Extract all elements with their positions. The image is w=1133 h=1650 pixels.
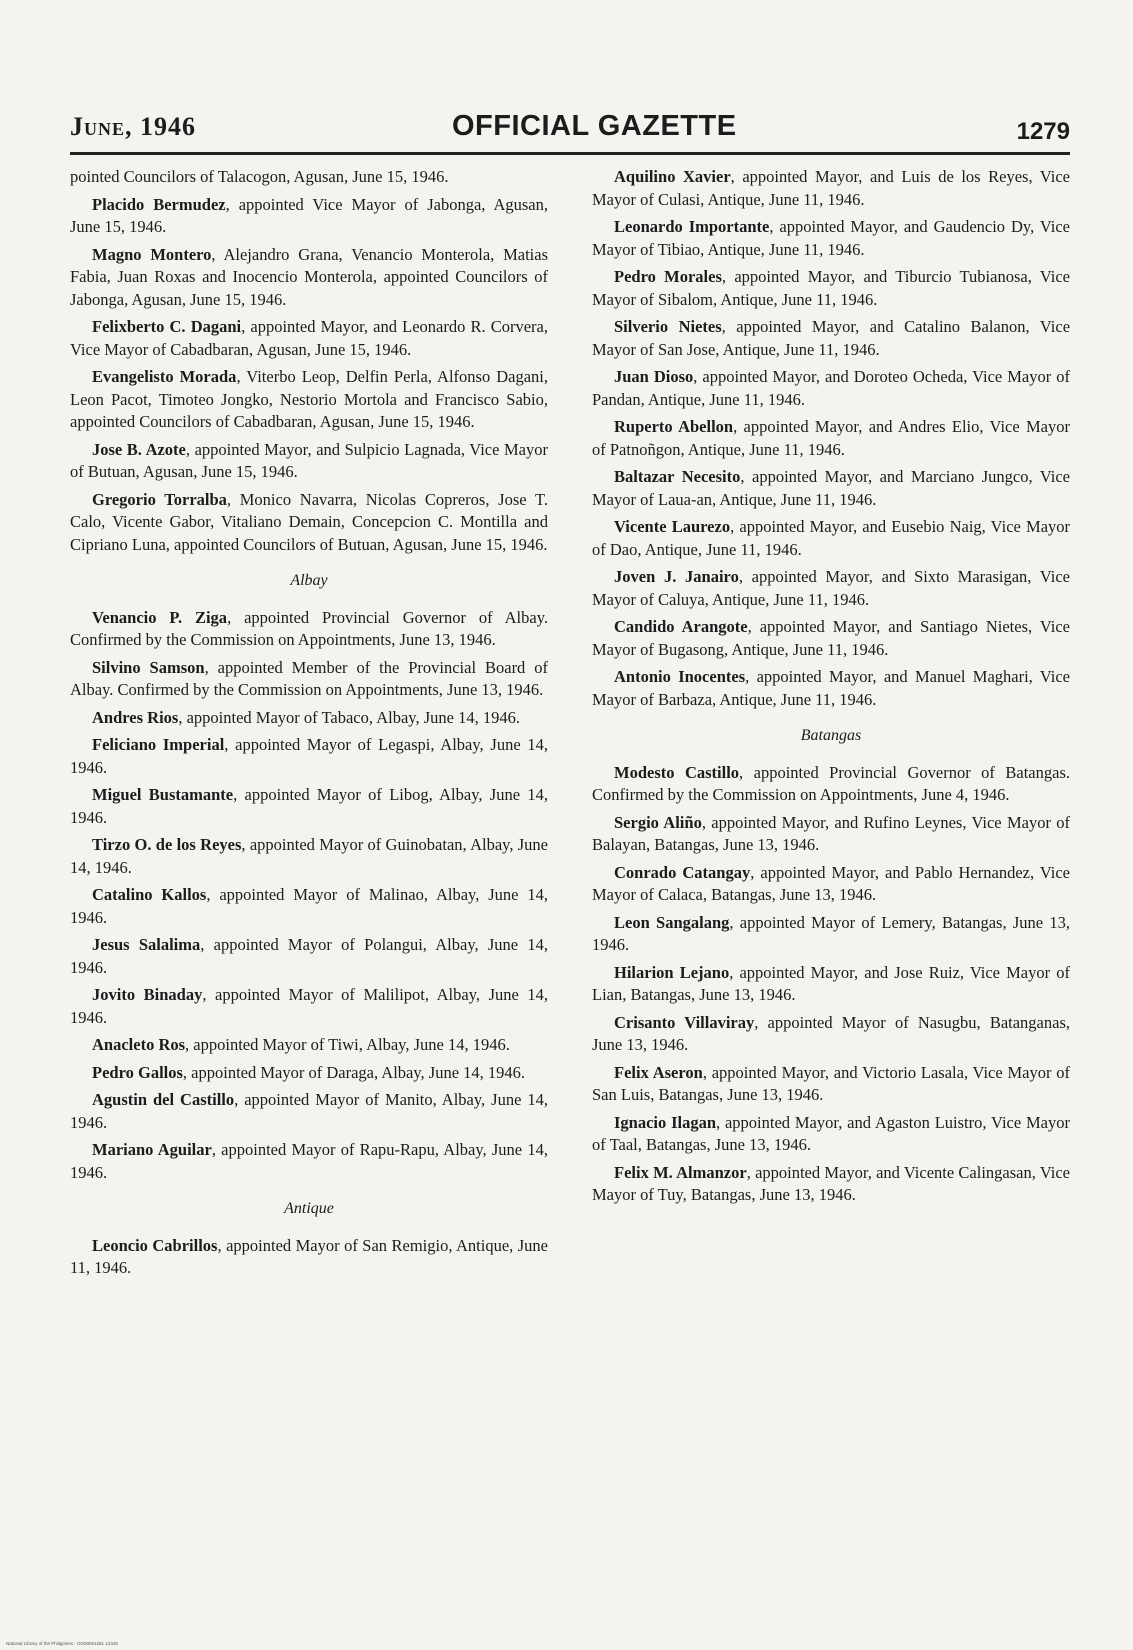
- entry-paragraph: [70, 366, 548, 434]
- appointee-name: Antonio Inocentes: [614, 667, 746, 686]
- entry-text: , appointed Mayor of Nasugbu, Batanganas, June 13, 1946.: [592, 1012, 1071, 1054]
- entry-text: , appointed Mayor, and Marciano Jungco, Vice Mayor of Laua-an, Antique, June 11, 1946.: [592, 467, 1070, 509]
- entry-paragraph: [592, 762, 1070, 807]
- entry-text: , appointed Provincial Governor of Albay. Confirmed by the Commission on Appointments, June 13, 1946.: [70, 607, 549, 649]
- entry-text: , appointed Mayor, and Agaston Luistro, Vice Mayor of Taal, Batangas, June 13, 1946.: [592, 1112, 1070, 1154]
- entry-text: , appointed Mayor of Libog, Albay, June 14, 1946.: [70, 785, 548, 827]
- appointee-name: Leonardo Importante: [614, 217, 770, 236]
- appointee-name: Modesto Castillo: [614, 762, 740, 782]
- entry-paragraph: [592, 912, 1070, 957]
- appointee-name: Placido Bermudez: [92, 194, 226, 214]
- entry-paragraph: [592, 216, 1070, 261]
- appointee-name: Jesus Salalima: [92, 935, 201, 954]
- entry-text: , appointed Mayor of Lemery, Batangas, June 13, 1946.: [592, 912, 1070, 954]
- entry-text: , appointed Mayor of Tabaco, Albay, June 14, 1946.: [178, 707, 520, 727]
- entry-paragraph: [592, 1112, 1070, 1157]
- entry-paragraph: [70, 1139, 548, 1184]
- left-column: [70, 166, 548, 1285]
- entry-paragraph: [70, 934, 548, 979]
- issue-date: June, 1946: [70, 112, 197, 141]
- appointee-name: Silvino Samson: [92, 657, 205, 677]
- entry-text: , appointed Mayor, and Catalino Balanon, Vice Mayor of San Jose, Antique, June 11, 1946.: [592, 317, 1071, 359]
- appointee-name: Juan Dioso: [614, 367, 694, 386]
- entry-paragraph: [592, 812, 1070, 857]
- appointee-name: Catalino Kallos: [92, 885, 207, 904]
- appointee-name: Felix M. Almanzor: [614, 1162, 747, 1182]
- entry-text: , appointed Mayor, and Jose Ruiz, Vice Mayor of Lian, Batangas, June 13, 1946.: [592, 962, 1070, 1004]
- section-heading-albay: Albay: [290, 572, 328, 589]
- appointee-name: Ignacio Ilagan: [614, 1112, 717, 1132]
- entry-text: , appointed Mayor, and Vicente Calingasan, Vice Mayor of Tuy, Batangas, June 13, 1946.: [592, 1162, 1070, 1204]
- section-heading-antique: Antique: [284, 1200, 334, 1217]
- entry-text: , appointed Mayor of Daraga, Albay, June 14, 1946.: [182, 1062, 526, 1082]
- entry-text: , appointed Mayor, and Luis de los Reyes, Vice Mayor of Culasi, Antique, June 11, 1946.: [592, 167, 1070, 209]
- scan-footer-note: National Library of the Philippines · OG00001281 12345: [6, 1641, 118, 1646]
- appointee-name: Vicente Laurezo: [614, 517, 731, 536]
- entry-text: , appointed Provincial Governor of Batangas. Confirmed by the Commission on Appointments, June 4, 1946.: [592, 762, 1070, 804]
- appointee-name: Jose B. Azote: [92, 439, 186, 459]
- entry-text: , appointed Mayor of Rapu-Rapu, Albay, June 14, 1946.: [70, 1140, 548, 1182]
- entry-paragraph: [70, 166, 548, 189]
- entry-text: , appointed Vice Mayor of Jabonga, Agusan, June 15, 1946.: [70, 194, 548, 236]
- entry-paragraph: [70, 884, 548, 929]
- header-rule: [70, 152, 1070, 155]
- entry-paragraph: [592, 616, 1070, 661]
- appointee-name: Mariano Aguilar: [92, 1140, 212, 1159]
- entry-text: , appointed Mayor, and Pablo Hernandez, Vice Mayor of Calaca, Batangas, June 13, 1946.: [592, 862, 1070, 904]
- entry-paragraph: [592, 566, 1070, 611]
- entry-paragraph: [592, 366, 1070, 411]
- entry-text: , appointed Mayor of Tiwi, Albay, June 14, 1946.: [185, 1035, 510, 1054]
- section-heading-batangas: Batangas: [800, 727, 862, 744]
- entry-paragraph: [70, 194, 548, 239]
- entry-paragraph: [70, 489, 548, 557]
- entry-paragraph: [70, 657, 548, 702]
- entry-paragraph: [592, 1162, 1070, 1207]
- appointee-name: Felixberto C. Dagani: [92, 317, 242, 336]
- appointee-name: Miguel Bustamante: [92, 785, 234, 804]
- entry-text: , appointed Mayor of Manito, Albay, June 14, 1946.: [70, 1090, 548, 1132]
- entry-paragraph: [592, 1012, 1070, 1057]
- entry-paragraph: [592, 1062, 1070, 1107]
- entry-text: , appointed Mayor, and Gaudencio Dy, Vice Mayor of Tibiao, Antique, June 11, 1946.: [592, 217, 1070, 259]
- appointee-name: Pedro Morales: [614, 267, 722, 286]
- entry-paragraph: [592, 466, 1070, 511]
- entry-text: , appointed Mayor of Polangui, Albay, June 14, 1946.: [70, 935, 548, 977]
- right-column: [592, 166, 1070, 1212]
- entry-text: , appointed Mayor, and Andres Elio, Vice Mayor of Patnoñgon, Antique, June 11, 1946.: [592, 417, 1071, 459]
- appointee-name: Venancio P. Ziga: [92, 607, 228, 627]
- appointee-name: Baltazar Necesito: [614, 467, 741, 486]
- appointee-name: Leoncio Cabrillos: [92, 1235, 218, 1255]
- entry-paragraph: [70, 1089, 548, 1134]
- entry-paragraph: [592, 416, 1070, 461]
- entry-text: , appointed Mayor of Guinobatan, Albay, June 14, 1946.: [70, 835, 548, 877]
- entry-text: , appointed Member of the Provincial Board of Albay. Confirmed by the Commission on Appointments, June 13, 1946.: [70, 657, 548, 699]
- appointee-name: Agustin del Castillo: [92, 1090, 235, 1109]
- entry-text: , Alejandro Grana, Venancio Monterola, Matias Fabia, Juan Roxas and Inocencio Monterola, appointed Councilors of Jabonga, Agusan, June 15, 1946.: [70, 244, 549, 309]
- entry-text: , appointed Mayor, and Sulpicio Lagnada, Vice Mayor of Butuan, Agusan, June 15, 1946.: [70, 439, 548, 481]
- entry-paragraph: [592, 316, 1070, 361]
- entry-text: , appointed Mayor, and Sixto Marasigan, Vice Mayor of Caluya, Antique, June 11, 1946.: [592, 567, 1070, 609]
- entry-text: , appointed Mayor, and Doroteo Ocheda, Vice Mayor of Pandan, Antique, June 11, 1946.: [592, 367, 1071, 409]
- entry-text: , appointed Mayor, and Leonardo R. Corvera, Vice Mayor of Cabadbaran, Agusan, June 15, 1946.: [70, 317, 548, 359]
- appointee-name: Felix Aseron: [614, 1062, 703, 1082]
- entry-paragraph: [70, 784, 548, 829]
- entry-text: , appointed Mayor, and Santiago Nietes, Vice Mayor of Bugasong, Antique, June 11, 1946.: [592, 617, 1070, 659]
- entry-text: , appointed Mayor of San Remigio, Antique, June 11, 1946.: [70, 1235, 548, 1277]
- appointee-name: Gregorio Torralba: [92, 489, 227, 509]
- entry-text: , appointed Mayor, and Manuel Maghari, Vice Mayor of Barbaza, Antique, June 11, 1946.: [592, 667, 1071, 709]
- entry-text: , appointed Mayor of Legaspi, Albay, June 14, 1946.: [70, 735, 548, 777]
- entry-paragraph: [592, 962, 1070, 1007]
- appointee-name: Magno Montero: [92, 244, 212, 264]
- entry-text: , appointed Mayor, and Eusebio Naig, Vice Mayor of Dao, Antique, June 11, 1946.: [592, 517, 1071, 559]
- entry-text: , appointed Mayor, and Rufino Leynes, Vice Mayor of Balayan, Batangas, June 13, 1946.: [592, 812, 1070, 854]
- entry-paragraph: [70, 439, 548, 484]
- entry-paragraph: [592, 516, 1070, 561]
- appointee-name: Joven J. Janairo: [614, 567, 739, 586]
- appointee-name: Feliciano Imperial: [92, 735, 225, 754]
- entry-paragraph: [70, 1235, 548, 1280]
- appointee-name: Evangelisto Morada: [92, 367, 237, 386]
- entry-text: , appointed Mayor, and Tiburcio Tubianosa, Vice Mayor of Sibalom, Antique, June 11, 1946.: [592, 267, 1070, 309]
- entry-paragraph: [70, 834, 548, 879]
- publication-title: OFFICIAL GAZETTE: [452, 110, 737, 142]
- entry-paragraph: [70, 1062, 548, 1085]
- entry-paragraph: [70, 244, 548, 312]
- appointee-name: Conrado Catangay: [614, 862, 751, 882]
- entry-paragraph: [70, 707, 548, 730]
- entry-text: , appointed Mayor of Malilipot, Albay, June 14, 1946.: [70, 985, 548, 1027]
- appointee-name: Crisanto Villaviray: [614, 1012, 755, 1032]
- entry-text: , Monico Navarra, Nicolas Copreros, Jose T. Calo, Vicente Gabor, Vitaliano Demain, Concepcion C. Montilla and Cipriano Luna, appointed Councilors of Butuan, Agusan, June 15, 1946.: [70, 489, 548, 554]
- entry-paragraph: [592, 266, 1070, 311]
- entry-paragraph: [70, 734, 548, 779]
- entry-text: , appointed Mayor, and Victorio Lasala, Vice Mayor of San Luis, Batangas, June 13, 1946.: [592, 1062, 1070, 1104]
- entry-paragraph: [70, 607, 548, 652]
- page-header: [70, 104, 1070, 144]
- entry-paragraph: [592, 862, 1070, 907]
- entry-paragraph: [70, 984, 548, 1029]
- appointee-name: Tirzo O. de los Reyes: [92, 835, 242, 854]
- entry-paragraph: [592, 166, 1070, 211]
- appointee-name: Andres Rios: [92, 707, 179, 727]
- entry-text: , appointed Mayor of Malinao, Albay, June 14, 1946.: [70, 885, 548, 927]
- appointee-name: Jovito Binaday: [92, 985, 203, 1004]
- appointee-name: Aquilino Xavier: [614, 167, 731, 186]
- appointee-name: Sergio Aliño: [614, 812, 702, 832]
- entry-paragraph: [70, 1034, 548, 1057]
- appointee-name: Ruperto Abellon: [614, 417, 734, 436]
- appointee-name: Leon Sangalang: [614, 912, 730, 932]
- appointee-name: Candido Arangote: [614, 617, 748, 636]
- entry-text: pointed Councilors of Talacogon, Agusan, June 15, 1946.: [70, 167, 449, 186]
- appointee-name: Hilarion Lejano: [614, 962, 730, 982]
- entry-paragraph: [70, 316, 548, 361]
- entry-paragraph: [592, 666, 1070, 711]
- appointee-name: Pedro Gallos: [92, 1062, 183, 1082]
- appointee-name: Anacleto Ros: [92, 1035, 186, 1054]
- page-number: 1279: [1016, 118, 1070, 145]
- appointee-name: Silverio Nietes: [614, 317, 722, 336]
- entry-text: , Viterbo Leop, Delfin Perla, Alfonso Dagani, Leon Pacot, Timoteo Jongko, Nestorio Mortola and Francisco Sabio, appointed Councilors of Cabadbaran, Agusan, June 15, 1946.: [70, 367, 548, 431]
